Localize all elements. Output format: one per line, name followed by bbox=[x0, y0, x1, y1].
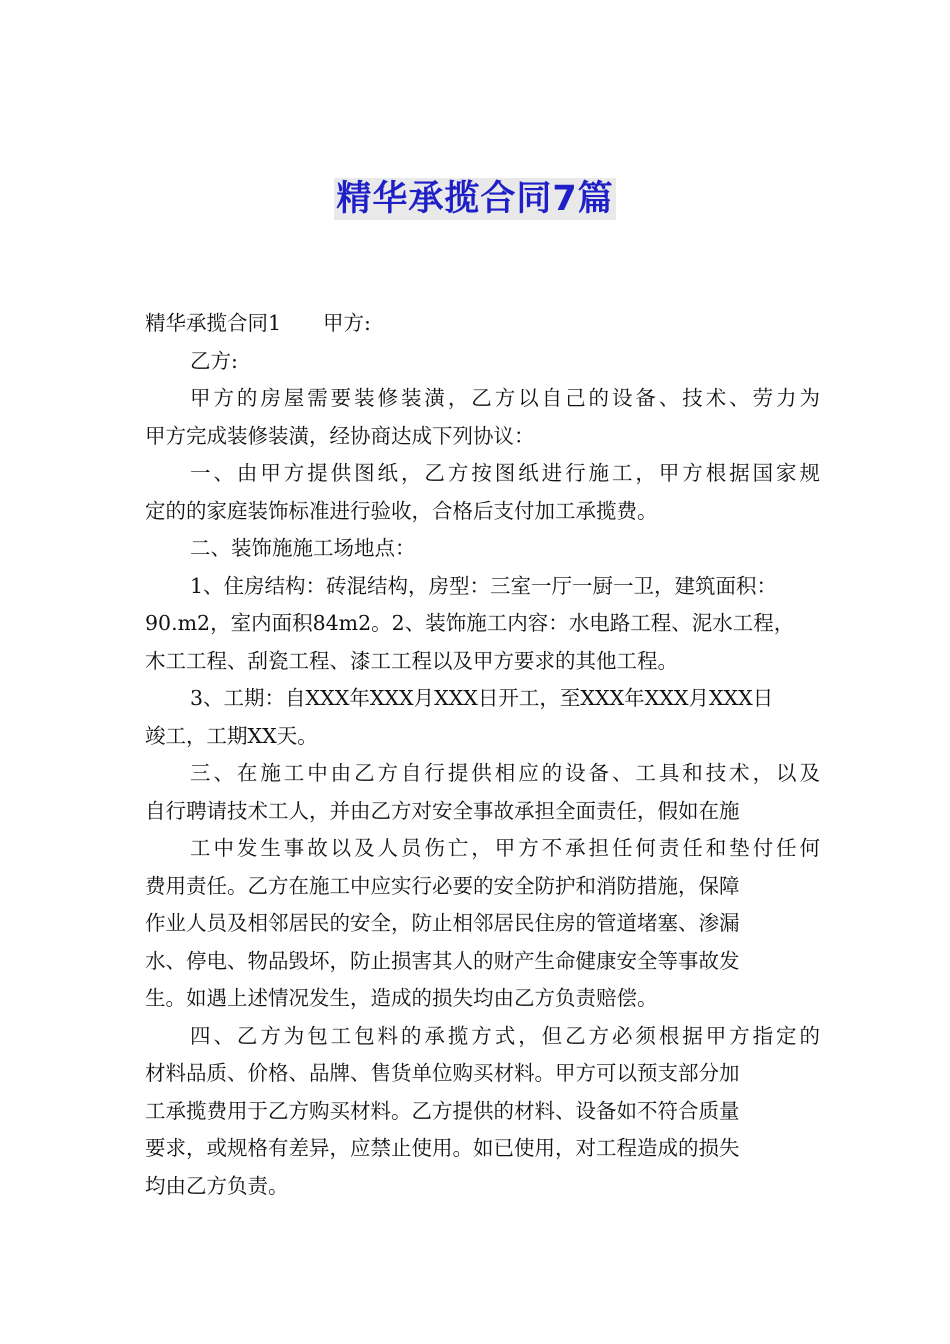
first-line bbox=[145, 305, 820, 343]
body-line: 一、由甲方提供图纸，乙方按图纸进行施工，甲方根据国家规 bbox=[190, 461, 820, 485]
body-line: 材料品质、价格、品牌、售货单位购买材料。甲方可以预支部分加 bbox=[145, 1061, 740, 1085]
body-line: 定的的家庭装饰标准进行验收，合格后支付加工承揽费。 bbox=[145, 498, 658, 523]
document-body bbox=[145, 305, 820, 1205]
body-line: 甲方完成装修装潢，经协商达成下列协议： bbox=[145, 423, 535, 448]
body-line: 工承揽费用于乙方购买材料。乙方提供的材料、设备如不符合质量 bbox=[145, 1098, 740, 1123]
body-line: 90.m2，室内面积84m2。2、装饰施工内容：水电路工程、泥水工程， bbox=[145, 611, 795, 635]
body-line: 作业人员及相邻居民的安全，防止相邻居民住房的管道堵塞、渗漏 bbox=[145, 911, 740, 935]
body-line: 自行聘请技术工人，并由乙方对安全事故承担全面责任，假如在施 bbox=[145, 798, 740, 823]
body-line: 水、停电、物品毁坏，防止损害其人的财产生命健康安全等事故发 bbox=[145, 948, 740, 973]
body-line: 工中发生事故以及人员伤亡，甲方不承担任何责任和垫付任何 bbox=[190, 836, 820, 860]
document-title: 精华承揽合同7篇 bbox=[336, 179, 614, 219]
body-line: 竣工，工期XX天。 bbox=[145, 723, 318, 748]
body-line: 二、装饰施施工场地点： bbox=[190, 536, 416, 560]
body-line: 三、在施工中由乙方自行提供相应的设备、工具和技术，以及 bbox=[190, 761, 820, 785]
body-line: 费用责任。乙方在施工中应实行必要的安全防护和消防措施，保障 bbox=[145, 873, 740, 898]
party-a-label: 甲方: bbox=[323, 311, 371, 335]
body-line: 生。如遇上述情况发生，造成的损失均由乙方负责赔偿。 bbox=[145, 986, 658, 1010]
body-line: 木工工程、刮瓷工程、漆工工程以及甲方要求的其他工程。 bbox=[145, 648, 678, 673]
title-container bbox=[0, 178, 950, 220]
body-line: 3、工期：自XXX年XXX月XXX日开工，至XXX年XXX月XXX日 bbox=[190, 686, 774, 710]
body-line: 乙方: bbox=[190, 348, 238, 373]
body-line: 1、住房结构：砖混结构，房型：三室一厅一厨一卫，建筑面积： bbox=[190, 573, 778, 598]
body-line: 均由乙方负责。 bbox=[145, 1173, 289, 1198]
contract-heading: 精华承揽合同1 bbox=[145, 311, 282, 335]
body-line: 要求，或规格有差异，应禁止使用。如已使用，对工程造成的损失 bbox=[145, 1136, 740, 1160]
body-line: 四、乙方为包工包料的承揽方式，但乙方必须根据甲方指定的 bbox=[190, 1023, 820, 1048]
body-line: 甲方的房屋需要装修装潢，乙方以自己的设备、技术、劳力为 bbox=[190, 386, 820, 410]
